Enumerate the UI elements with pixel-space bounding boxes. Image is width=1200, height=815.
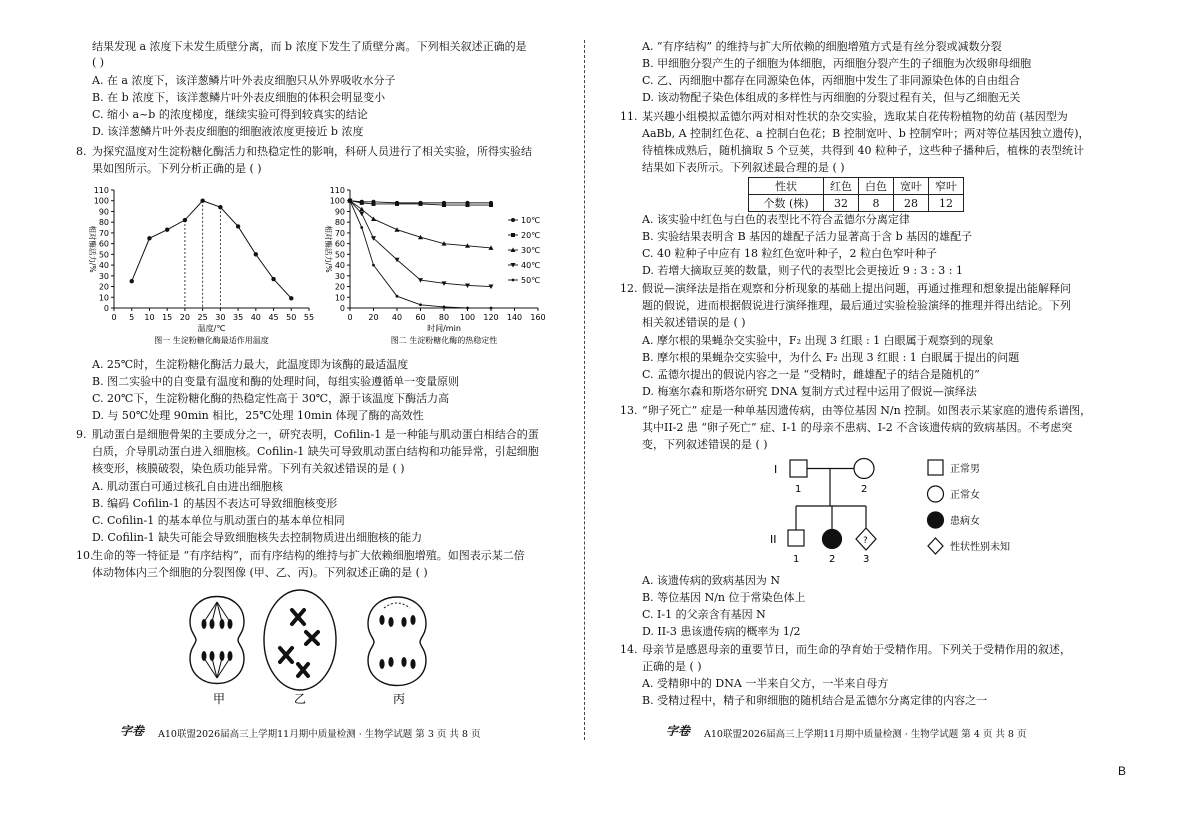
pedigree-I-2 xyxy=(854,459,874,479)
q11-number: 11. xyxy=(620,110,638,123)
q11-option-d: D. 若增大摘取豆荚的数量，则子代的表型比会更接近 9 : 3 : 3 : 1 xyxy=(642,264,964,277)
chart2-point xyxy=(511,218,515,222)
chart2-x-tick-label: 0 xyxy=(347,313,353,322)
label-yi: 乙 xyxy=(294,692,307,706)
corner-mark: B xyxy=(1117,764,1126,778)
chart2-point xyxy=(395,202,399,206)
num-I-1: 1 xyxy=(795,484,802,495)
cell-division-figure xyxy=(180,582,440,707)
chart1-point xyxy=(130,279,134,283)
pedigree-II-1 xyxy=(788,530,804,546)
chart1-point xyxy=(200,199,204,203)
chart1-x-tick-label: 30 xyxy=(215,313,226,322)
q7-option-a: A. 在 a 浓度下，该洋葱鳞片叶外表皮细胞只从外界吸收水分子 xyxy=(92,74,396,87)
chart1-point xyxy=(147,236,151,240)
q13-option-d: D. II-3 患该遗传病的概率为 1/2 xyxy=(642,625,801,638)
chart2-point xyxy=(419,202,423,206)
q14-option-b: B. 受精过程中，精子和卵细胞的随机结合是孟德尔分离定律的内容之一 xyxy=(642,694,988,707)
legend-unknown: 性状性别未知 xyxy=(950,542,1010,553)
chart2-point xyxy=(490,307,493,310)
q7-stem-line: 结果发现 a 浓度下未发生质壁分离，而 b 浓度下发生了质壁分离。下列相关叙述正确的是 xyxy=(92,40,527,53)
chart2-y-tick-label: 90 xyxy=(334,207,345,217)
q7-answer-bracket: ( ) xyxy=(92,56,105,69)
q10-option-c: C. 乙、丙细胞中都存在同源染色体，丙细胞中发生了非同源染色体的自由组合 xyxy=(642,74,1021,87)
chart2-point xyxy=(360,201,364,205)
chart1-x-tick-label: 40 xyxy=(250,313,261,322)
q9-option-b: B. 编码 Cofilin-1 的基因不表达可导致细胞核变形 xyxy=(92,497,338,510)
chart1-y-tick-label: 70 xyxy=(98,228,109,238)
q8-option-b: B. 图二实验中的自变量有温度和酶的处理时间，每组实验遵循单一变量原则 xyxy=(92,375,460,388)
q13-option-c: C. I-1 的父亲含有基因 N xyxy=(642,608,766,621)
cell-bing xyxy=(368,597,426,686)
chart2-legend-label: 50℃ xyxy=(521,276,541,285)
chart1-y-tick-label: 80 xyxy=(98,218,109,228)
table-header-cell: 窄叶 xyxy=(929,178,964,195)
pedigree-II-2 xyxy=(823,530,842,549)
chart2-point xyxy=(443,306,446,309)
chart2-legend-label: 10℃ xyxy=(521,216,541,225)
q9-option-c: C. Cofilin-1 的基本单位与肌动蛋白的基本单位相同 xyxy=(92,514,345,527)
q9-option-d: D. Cofilin-1 缺失可能会导致细胞核失去控制物质进出细胞核的能力 xyxy=(92,531,423,544)
chart1-x-tick-label: 25 xyxy=(197,313,208,322)
chart1-x-tick-label: 45 xyxy=(268,313,279,322)
unknown-mark: ? xyxy=(863,536,868,546)
q9-option-a: A. 肌动蛋白可通过核孔自由进出细胞核 xyxy=(92,480,283,493)
chart2-legend-label: 30℃ xyxy=(521,246,541,255)
label-jia: 甲 xyxy=(213,692,226,706)
q11-stem-line-3: 待植株成熟后，随机摘取 5 个豆荚，共得到 40 粒种子，这些种子播种后，植株的表型统计 xyxy=(642,144,1084,157)
q8-option-d: D. 与 50℃处理 90min 相比，25℃处理 10min 体现了酶的高效性 xyxy=(92,409,424,422)
chart1-y-tick-label: 30 xyxy=(98,271,109,281)
table-cell: 28 xyxy=(894,195,929,212)
left-page xyxy=(0,0,598,815)
chart1-x-tick-label: 0 xyxy=(111,313,117,322)
page-divider xyxy=(584,40,585,740)
q12-stem-line-2: 题的假说，进而根据假说进行演绎推理，最后通过实验检验演绎的推理并得出结论。下列 xyxy=(642,299,1071,312)
chart2-point xyxy=(359,212,364,217)
chart1-y-tick-label: 110 xyxy=(93,186,109,195)
q11-stem-line-1: 某兴趣小组模拟孟德尔两对相对性状的杂交实验，选取某自花传粉植物的幼苗 (基因型为 xyxy=(642,110,1068,123)
chart2-y-tick-label: 0 xyxy=(339,304,345,313)
chart1-x-tick-label: 5 xyxy=(129,313,135,322)
q8-stem-line-2: 果如图所示。下列分析正确的是 ( ) xyxy=(92,162,262,175)
q8-number: 8. xyxy=(76,145,87,158)
table-header-cell: 白色 xyxy=(859,178,894,195)
chart1-y-tick-label: 50 xyxy=(98,250,109,260)
chart1-y-tick-label: 60 xyxy=(98,239,109,249)
table-cell: 32 xyxy=(824,195,859,212)
chart2-series-line xyxy=(350,201,491,287)
pedigree-chart xyxy=(768,454,1068,572)
chart2-point xyxy=(396,295,399,298)
q9-stem-line-2: 白质，介导肌动蛋白进入细胞核。Cofilin-1 缺失可导致肌动蛋白结构和功能异常，引起细胞 xyxy=(92,445,539,458)
q13-stem-line-3: 变，下列叙述错误的是 ( ) xyxy=(642,438,768,451)
gen-II-label: II xyxy=(770,533,777,546)
cell-jia xyxy=(190,597,244,684)
chart1-x-tick-label: 20 xyxy=(179,313,191,322)
q14-stem-line-2: 正确的是 ( ) xyxy=(642,660,702,673)
label-bing: 丙 xyxy=(393,692,406,706)
chart1-y-label: 相对酶活力/% xyxy=(88,225,97,273)
chart2-y-tick-label: 30 xyxy=(334,271,345,281)
q7-option-c: C. 缩小 a~b 的浓度梯度，继续实验可得到较真实的结论 xyxy=(92,108,368,121)
q13-stem-line-1: “卵子死亡” 症是一种单基因遗传病，由等位基因 N/n 控制。如图表示某家庭的遗传系谱图， xyxy=(642,404,1092,417)
chart1-point xyxy=(183,218,187,222)
q11-stem-line-2: AaBb, A 控制红色花、a 控制白色花；B 控制宽叶、b 控制窄叶；两对等位基因独立遗传)， xyxy=(642,127,1090,140)
table-cell: 12 xyxy=(929,195,964,212)
chart2-legend-label: 20℃ xyxy=(521,231,541,240)
chart2-y-tick-label: 10 xyxy=(334,293,345,303)
exam-logo: 字卷 xyxy=(120,724,145,738)
legend-normal-male-symbol xyxy=(928,460,943,475)
chart1-point xyxy=(271,277,275,281)
q11-stem-line-4: 结果如下表所示。下列叙述最合理的是 ( ) xyxy=(642,161,845,174)
q11-option-c: C. 40 粒种子中应有 18 粒红色宽叶种子，2 粒白色窄叶种子 xyxy=(642,247,937,260)
q7-option-b: B. 在 b 浓度下，该洋葱鳞片叶外表皮细胞的体积会明显变小 xyxy=(92,91,386,104)
chart2-title: 图二 生淀粉糖化酶的热稳定性 xyxy=(390,336,498,345)
legend-normal-female: 正常女 xyxy=(950,490,980,501)
chart1-x-tick-label: 35 xyxy=(232,313,244,322)
cell-yi xyxy=(264,590,336,690)
q14-option-a: A. 受精卵中的 DNA 一半来自父方，一半来自母方 xyxy=(642,677,889,690)
left-footer: A10联盟2026届高三上学期11月期中质量检测 · 生物学试题 第 3 页 共 8 页 xyxy=(158,729,481,740)
chart2-x-tick-label: 40 xyxy=(391,313,403,322)
q12-option-a: A. 摩尔根的果蝇杂交实验中，F₂ 出现 3 红眼 : 1 白眼属于观察到的现象 xyxy=(642,334,994,347)
q10-number: 10. xyxy=(76,549,94,562)
q9-stem-line-1: 肌动蛋白是细胞骨架的主要成分之一，研究表明，Cofilin-1 是一种能与肌动蛋白相结合的蛋 xyxy=(92,428,539,441)
table-header-cell: 宽叶 xyxy=(894,178,929,195)
table-cell: 8 xyxy=(859,195,894,212)
right-footer: A10联盟2026届高三上学期11月期中质量检测 · 生物学试题 第 4 页 共 8 页 xyxy=(704,729,1027,740)
q14-stem-line-1: 母亲节是感恩母亲的重要节日，而生命的孕育始于受精作用。下列关于受精作用的叙述， xyxy=(642,643,1071,656)
chart2-x-label: 时间/min xyxy=(427,324,461,333)
chart2-y-tick-label: 20 xyxy=(334,282,345,292)
chart2-y-tick-label: 70 xyxy=(334,228,345,238)
chart2-series-line xyxy=(350,201,491,248)
q8-option-c: C. 20℃下，生淀粉糖化酶的热稳定性高于 30℃，源于该温度下酶活力高 xyxy=(92,392,450,405)
chart2-point xyxy=(489,203,493,207)
chart2-y-tick-label: 60 xyxy=(334,239,345,249)
chart2-point xyxy=(466,307,469,310)
chart1-y-tick-label: 40 xyxy=(98,261,109,271)
q13-option-a: A. 该遗传病的致病基因为 N xyxy=(642,574,781,587)
chart2-y-label: 相对酶活力/% xyxy=(324,225,333,273)
q12-option-b: B. 摩尔根的果蝇杂交实验中，为什么 F₂ 出现 3 红眼 : 1 白眼属于提出的问题 xyxy=(642,351,1020,364)
right-page xyxy=(598,0,1200,815)
table-row xyxy=(749,178,964,195)
table-cell: 个数 (株) xyxy=(749,195,824,212)
chart2-x-tick-label: 20 xyxy=(368,313,379,322)
num-II-2: 2 xyxy=(829,554,836,565)
legend-affected-female-symbol xyxy=(928,512,944,528)
chart2-legend-label: 40℃ xyxy=(521,261,541,270)
q8-option-a: A. 25℃时，生淀粉糖化酶活力最大，此温度即为该酶的最适温度 xyxy=(92,358,409,371)
q9-number: 9. xyxy=(76,428,87,441)
exam-logo: 字卷 xyxy=(666,724,691,738)
q12-number: 12. xyxy=(620,282,638,295)
chart1-point xyxy=(236,224,240,228)
chart1-point xyxy=(289,296,293,300)
num-II-3: 3 xyxy=(863,554,870,565)
q9-stem-line-3: 核变形，核膜破裂，染色质功能异常。下列有关叙述错误的是 ( ) xyxy=(92,462,405,475)
chart2-y-tick-label: 100 xyxy=(329,196,345,206)
trait-table xyxy=(748,177,964,212)
pedigree-I-1 xyxy=(790,460,807,477)
q10-option-d: D. 该动物配子染色体组成的多样性与丙细胞的分裂过程有关，但与乙细胞无关 xyxy=(642,91,1021,104)
q12-stem-line-1: 假说—演绎法是指在观察和分析现象的基础上提出问题，再通过推理和想象提出能解释问 xyxy=(642,282,1071,295)
q13-number: 13. xyxy=(620,404,638,417)
chart1-title: 图一 生淀粉糖化酶最适作用温度 xyxy=(154,336,269,345)
chart1-y-tick-label: 20 xyxy=(98,282,109,292)
chart1-x-label: 温度/℃ xyxy=(197,324,226,333)
chart2-point xyxy=(466,203,470,207)
q7-option-d: D. 该洋葱鳞片叶外表皮细胞的细胞液浓度更接近 b 浓度 xyxy=(92,125,364,138)
chart2-y-tick-label: 80 xyxy=(334,218,345,228)
legend-normal-male: 正常男 xyxy=(950,464,980,475)
q12-option-c: C. 孟德尔提出的假说内容之一是 “受精时，雌雄配子的结合是随机的” xyxy=(642,368,980,381)
gen-I-label: I xyxy=(774,463,778,476)
q13-stem-line-2: 其中II-2 患 “卵子死亡” 症、I-1 的母亲不患病、I-2 不含该遗传病的致病基因。不考虑突 xyxy=(642,421,1073,434)
chart1-x-tick-label: 50 xyxy=(286,313,297,322)
q10-option-b: B. 甲细胞分裂产生的子细胞为体细胞，丙细胞分裂产生的子细胞为次级卵母细胞 xyxy=(642,57,1032,70)
chart2-point xyxy=(372,202,376,206)
chart2-x-tick-label: 120 xyxy=(483,313,499,322)
chart2-x-tick-label: 80 xyxy=(438,313,450,322)
chart2-point xyxy=(442,203,446,207)
num-I-2: 2 xyxy=(861,484,868,495)
chart2-point xyxy=(360,226,363,229)
chart1-y-tick-label: 10 xyxy=(98,293,109,303)
chart1-x-tick-label: 15 xyxy=(162,313,173,322)
q8-stem-line-1: 为探究温度对生淀粉糖化酶活力和热稳定性的影响，科研人员进行了相关实验，所得实验结 xyxy=(92,145,532,158)
chart1-point xyxy=(165,227,169,231)
chart2-x-tick-label: 140 xyxy=(506,313,523,322)
q13-option-b: B. 等位基因 N/n 位于常染色体上 xyxy=(642,591,806,604)
chart2-point xyxy=(512,279,515,282)
chart2-point xyxy=(419,303,422,306)
chart2-point xyxy=(349,199,352,202)
legend-affected-female: 患病女 xyxy=(950,516,980,527)
chart2-x-tick-label: 100 xyxy=(459,313,476,322)
num-II-1: 1 xyxy=(793,554,800,565)
chart2-point xyxy=(372,264,375,267)
table-header-cell: 红色 xyxy=(824,178,859,195)
chart1-series-line xyxy=(132,201,292,299)
chart-optimal-temperature xyxy=(74,180,324,350)
table-row xyxy=(749,195,964,212)
chart1-y-tick-label: 90 xyxy=(98,207,109,217)
chart1-y-tick-label: 100 xyxy=(93,196,109,206)
q11-option-b: B. 实验结果表明含 B 基因的雄配子活力显著高于含 b 基因的雄配子 xyxy=(642,230,973,243)
chart2-y-tick-label: 110 xyxy=(329,186,345,195)
legend-normal-female-symbol xyxy=(928,486,944,502)
q10-stem-line-1: 生命的等一特征是 “有序结构”，而有序结构的维持与扩大依赖细胞增殖。如图表示某二倍 xyxy=(92,549,525,562)
chart1-x-tick-label: 10 xyxy=(144,313,155,322)
chart-thermal-stability xyxy=(320,180,560,350)
table-header-cell: 性状 xyxy=(749,178,824,195)
q12-option-d: D. 梅塞尔森和斯塔尔研究 DNA 复制方式过程中运用了假说—演绎法 xyxy=(642,385,977,398)
chart2-x-tick-label: 160 xyxy=(530,313,546,322)
chart2-point xyxy=(511,233,515,237)
q12-stem-line-3: 相关叙述错误的是 ( ) xyxy=(642,316,746,329)
q10-stem-line-2: 体动物体内三个细胞的分裂图像 (甲、乙、丙)。下列叙述正确的是 ( ) xyxy=(92,566,428,579)
legend-unknown-symbol xyxy=(928,538,943,554)
chart2-y-tick-label: 50 xyxy=(334,250,345,260)
chart2-x-tick-label: 60 xyxy=(415,313,426,322)
chart2-y-tick-label: 40 xyxy=(334,261,345,271)
q14-number: 14. xyxy=(620,643,638,656)
q10-option-a: A. “有序结构” 的维持与扩大所依赖的细胞增殖方式是有丝分裂或减数分裂 xyxy=(642,40,1002,53)
chart1-point xyxy=(218,205,222,209)
chart1-x-tick-label: 55 xyxy=(303,313,315,322)
chart2-point xyxy=(395,227,400,232)
q11-option-a: A. 该实验中红色与白色的表型比不符合孟德尔分离定律 xyxy=(642,213,910,226)
chart1-y-tick-label: 0 xyxy=(103,304,109,313)
chart1-point xyxy=(254,252,258,256)
